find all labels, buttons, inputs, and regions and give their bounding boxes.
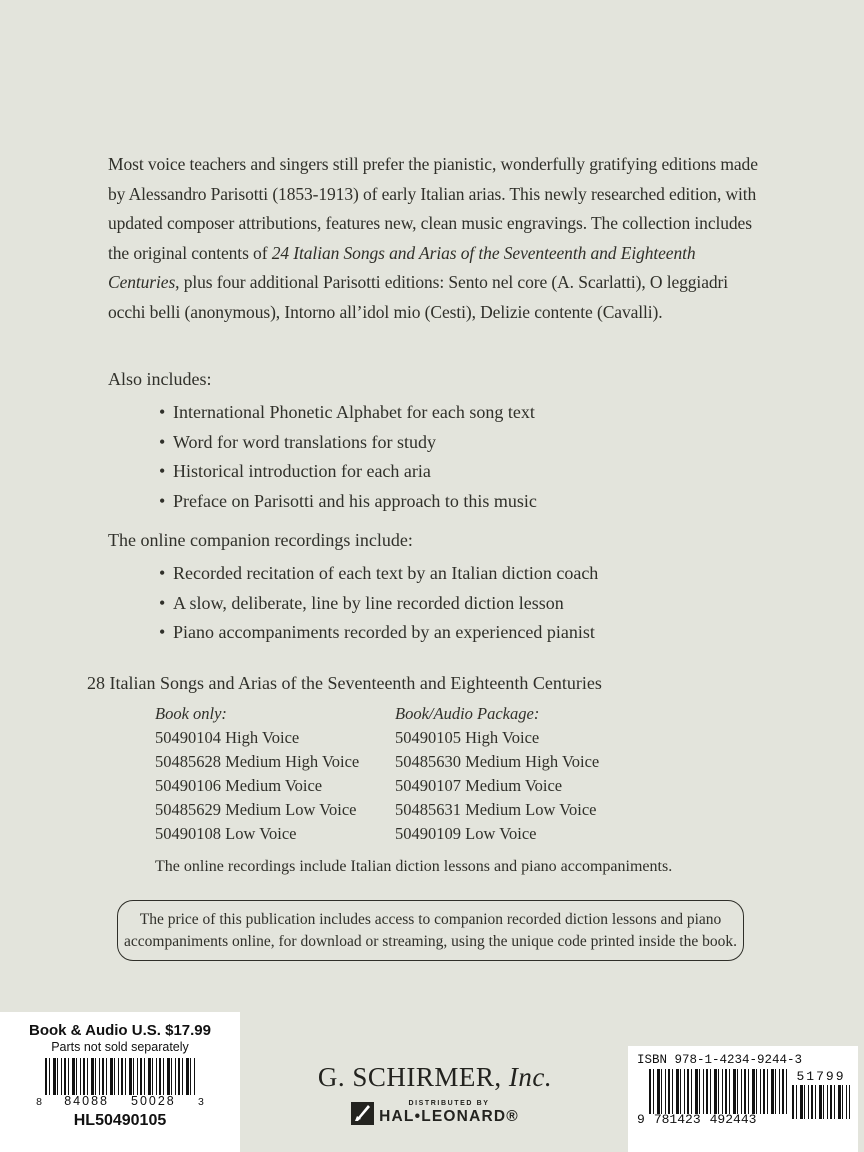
column-header-book-only: Book only: xyxy=(155,704,227,723)
isbn-label: ISBN 978-1-4234-9244-3 xyxy=(637,1053,803,1067)
publisher-name-main: G. SCHIRMER, xyxy=(317,1062,509,1092)
barcode-bars-icon xyxy=(649,1069,787,1114)
catalog-item: 50485629 Medium Low Voice xyxy=(155,800,357,819)
referenced-collection-title: 24 Italian Songs and Arias of the Seventeenth and Eighteenth Centuries xyxy=(108,242,696,293)
upc-digit-right: 3 xyxy=(198,1096,204,1108)
catalog-note: The online recordings include Italian diction lessons and piano accompaniments. xyxy=(155,858,673,875)
catalog-item: 50490104 High Voice xyxy=(155,728,300,747)
upc-digit-left: 8 xyxy=(36,1096,42,1108)
price-barcode-panel xyxy=(0,1012,240,1152)
hal-leonard-logo-icon xyxy=(351,1102,374,1125)
recordings-heading: The online companion recordings include: xyxy=(108,530,413,550)
price-addon-code: 51799 xyxy=(796,1069,846,1084)
catalog-number: HL50490105 xyxy=(73,1112,167,1129)
barcode-bars-icon xyxy=(45,1058,195,1095)
intro-text-2: , plus four additional Parisotti editions: Sento nel core (A. Scarlatti), O leggiadri occhi belli (anonymous), Intorno all’idol mio (Cesti), Delizie contente (Cavalli). xyxy=(108,272,728,322)
barcode-bars-icon xyxy=(792,1085,850,1119)
bullet-item: • Piano accompaniments recorded by an experienced pianist xyxy=(159,618,598,648)
distributor-name: HAL•LEONARD® xyxy=(379,1108,519,1125)
catalog-item: 50485631 Medium Low Voice xyxy=(395,800,597,819)
upc-barcode xyxy=(0,1058,240,1108)
bullet-item: • Preface on Parisotti and his approach to this music xyxy=(159,487,537,517)
ean-digit-group: 492443 xyxy=(709,1112,757,1127)
ean-digit-group: 781423 xyxy=(653,1112,701,1127)
bullet-item: • Word for word translations for study xyxy=(159,428,537,458)
catalog-item: 50485628 Medium High Voice xyxy=(155,752,360,771)
bullet-item: • International Phonetic Alphabet for each song text xyxy=(159,398,537,428)
upc-digit-group: 50028 xyxy=(131,1094,176,1108)
catalog-item: 50490109 Low Voice xyxy=(395,824,537,843)
ean-barcode xyxy=(637,1069,787,1127)
publisher-name xyxy=(250,1062,620,1093)
also-includes-heading: Also includes: xyxy=(108,369,212,389)
distributed-by-label: DISTRIBUTED BY xyxy=(408,1100,490,1107)
catalog-item: 50490108 Low Voice xyxy=(155,824,297,843)
book-audio-column xyxy=(395,702,599,846)
catalog-item: 50490105 High Voice xyxy=(395,728,540,747)
catalog-item: 50490106 Medium Voice xyxy=(155,776,323,795)
bullet-item: • A slow, deliberate, line by line recorded diction lesson xyxy=(159,589,598,619)
intro-text-1: Most voice teachers and singers still prefer the pianistic, wonderfully gratifying editions made by Alessandro Parisotti (1853-1913) of early Italian arias. This newly researched edition, with updated composer attributions, features new, clean music engravings. The collection includes the original contents of xyxy=(108,154,758,263)
catalog-title: 28 Italian Songs and Arias of the Seventeenth and Eighteenth Centuries xyxy=(87,673,602,693)
column-header-book-audio: Book/Audio Package: xyxy=(395,704,540,723)
upc-digit-group: 84088 xyxy=(64,1094,109,1108)
distributor-block xyxy=(351,1100,519,1126)
callout-line: accompaniments online, for download or streaming, using the unique code printed inside the book. xyxy=(124,932,737,950)
bullet-item: • Historical introduction for each aria xyxy=(159,457,537,487)
catalog-item: 50485630 Medium High Voice xyxy=(395,752,600,771)
intro-paragraph xyxy=(108,150,764,328)
also-includes-list xyxy=(159,398,537,516)
price-label: Book & Audio U.S. $17.99 xyxy=(29,1022,211,1039)
isbn-barcode-panel xyxy=(628,1046,858,1152)
catalog-item: 50490107 Medium Voice xyxy=(395,776,563,795)
price-callout-box xyxy=(117,900,744,961)
publisher-block xyxy=(250,1062,620,1130)
bullet-item: • Recorded recitation of each text by an Italian diction coach xyxy=(159,559,598,589)
price-addon-barcode xyxy=(792,1069,850,1127)
parts-note: Parts not sold separately xyxy=(51,1040,189,1054)
book-only-column xyxy=(155,702,359,846)
ean-digit-left: 9 xyxy=(637,1112,645,1127)
recordings-list xyxy=(159,559,598,648)
callout-line: The price of this publication includes access to companion recorded diction lessons and piano xyxy=(139,911,722,928)
publisher-name-suffix: Inc. xyxy=(508,1062,553,1092)
